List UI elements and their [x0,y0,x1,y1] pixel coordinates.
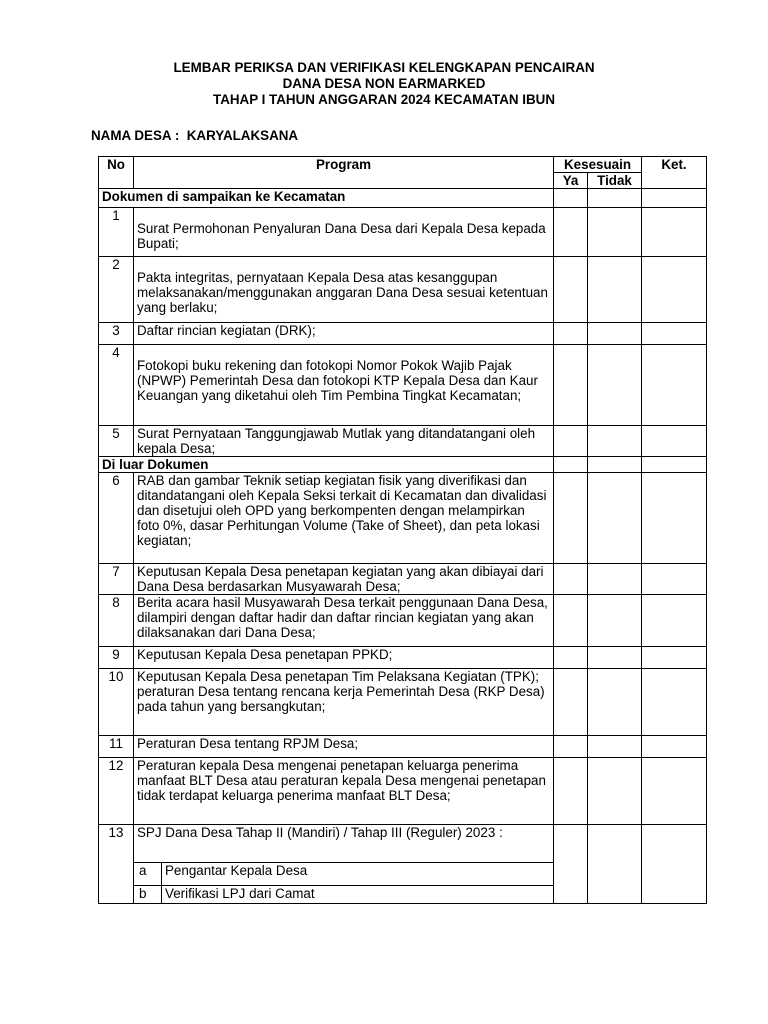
table-row [99,564,707,595]
row-program: Surat Pernyataan Tanggungjawab Mutlak yang ditandatangani oleh kepala Desa; [134,426,554,457]
header-ket: Ket. [642,157,707,189]
ket-cell[interactable] [642,345,707,426]
tidak-cell[interactable] [588,825,642,904]
row-program-line1: Keputusan Kepala Desa penetapan Tim Pelaksana Kegiatan (TPK); [137,669,539,684]
ya-cell[interactable] [554,736,588,758]
ya-cell[interactable] [554,473,588,564]
table-row [99,758,707,825]
tidak-cell[interactable] [588,323,642,345]
table-row [99,473,707,564]
ket-cell[interactable] [642,647,707,669]
ya-cell[interactable] [554,457,588,473]
row-no: 12 [99,758,134,825]
row-no: 2 [99,257,134,323]
header-program: Program [134,157,554,189]
table-row [99,647,707,669]
row-program: RAB dan gambar Teknik setiap kegiatan fisik yang diverifikasi dan ditandatangani oleh Kepala Seksi terkait di Kecamatan dan divalidasi dan disetujui oleh OPD yang berkompenten dengan melampirkan foto 0%, dasar Perhitungan Volume (Take of Sheet), dan peta lokasi kegiatan; [134,473,554,564]
ket-cell[interactable] [642,426,707,457]
table-row [99,323,707,345]
row-program: Daftar rincian kegiatan (DRK); [134,323,554,345]
ket-cell[interactable] [642,208,707,257]
table-row [99,595,707,647]
tidak-cell[interactable] [588,736,642,758]
title-line-3: TAHAP I TAHUN ANGGARAN 2024 KECAMATAN IBUN [213,92,555,107]
ket-cell[interactable] [642,564,707,595]
tidak-cell[interactable] [588,208,642,257]
row-program-line2: peraturan Desa tentang rencana kerja Pemerintah Desa (RKP Desa) pada tahun yang bersangkutan; [137,684,545,714]
ya-cell[interactable] [554,825,588,904]
row-no: 7 [99,564,134,595]
row-no: 1 [99,208,134,257]
tidak-cell[interactable] [588,647,642,669]
ket-cell[interactable] [642,473,707,564]
row-no: 5 [99,426,134,457]
row-program: Peraturan Desa tentang RPJM Desa; [134,736,554,758]
row-program: Fotokopi buku rekening dan fotokopi Nomor Pokok Wajib Pajak (NPWP) Pemerintah Desa dan fotokopi KTP Kepala Desa dan Kaur Keuangan yang diketahui oleh Tim Pembina Tingkat Kecamatan; [134,345,554,426]
ket-cell[interactable] [642,323,707,345]
tidak-cell[interactable] [588,257,642,323]
table-row [99,208,707,257]
ya-cell[interactable] [554,564,588,595]
ket-cell[interactable] [642,669,707,736]
sub-row-text: Pengantar Kepala Desa [162,863,554,886]
section-dokumen: Dokumen di sampaikan ke Kecamatan [99,189,554,208]
tidak-cell[interactable] [588,345,642,426]
ket-cell[interactable] [642,595,707,647]
header-kesesuaian: Kesesuain [554,157,642,173]
row-program: Keputusan Kepala Desa penetapan PPKD; [134,647,554,669]
row-no: 8 [99,595,134,647]
ket-cell[interactable] [642,758,707,825]
table-row [99,736,707,758]
row-no: 9 [99,647,134,669]
row-no: 3 [99,323,134,345]
row-no: 10 [99,669,134,736]
ket-cell[interactable] [642,825,707,904]
checklist-table [98,156,707,904]
row-program: Surat Permohonan Penyaluran Dana Desa dari Kepala Desa kepada Bupati; [134,208,554,257]
tidak-cell[interactable] [588,758,642,825]
ya-cell[interactable] [554,595,588,647]
row-no: 13 [99,825,134,904]
ya-cell[interactable] [554,257,588,323]
row-program: SPJ Dana Desa Tahap II (Mandiri) / Tahap III (Reguler) 2023 : [134,825,554,863]
ya-cell[interactable] [554,758,588,825]
ya-cell[interactable] [554,345,588,426]
row-no: 6 [99,473,134,564]
tidak-cell[interactable] [588,457,642,473]
tidak-cell[interactable] [588,473,642,564]
title-line-1: LEMBAR PERIKSA DAN VERIFIKASI KELENGKAPAN PENCAIRAN [173,60,595,75]
sub-row-letter: b [134,886,162,904]
row-program: Pakta integritas, pernyataan Kepala Desa atas kesanggupan melaksanakan/menggunakan anggaran Dana Desa sesuai ketentuan yang berlaku; [134,257,554,323]
row-program: Peraturan kepala Desa mengenai penetapan keluarga penerima manfaat BLT Desa atau peraturan kepala Desa mengenai penetapan tidak terdapat keluarga penerima manfaat BLT Desa; [134,758,554,825]
header-ya: Ya [554,173,588,189]
ya-cell[interactable] [554,208,588,257]
row-program: Berita acara hasil Musyawarah Desa terkait penggunaan Dana Desa, dilampiri dengan daftar hadir dan daftar rincian kegiatan yang akan dilaksanakan dari Dana Desa; [134,595,554,647]
tidak-cell[interactable] [588,669,642,736]
table-row [99,345,707,426]
row-no: 4 [99,345,134,426]
table-row [99,257,707,323]
table-row [99,669,707,736]
row-no: 11 [99,736,134,758]
ya-cell[interactable] [554,669,588,736]
tidak-cell[interactable] [588,426,642,457]
nama-desa-label: NAMA DESA : [91,128,180,143]
header-no: No [99,157,134,189]
ya-cell[interactable] [554,189,588,208]
ya-cell[interactable] [554,323,588,345]
ket-cell[interactable] [642,457,707,473]
ya-cell[interactable] [554,426,588,457]
document-title [0,60,768,108]
header-tidak: Tidak [588,173,642,189]
tidak-cell[interactable] [588,189,642,208]
nama-desa-value: KARYALAKSANA [186,128,299,143]
sub-row-letter: a [134,863,162,886]
ket-cell[interactable] [642,257,707,323]
title-line-2: DANA DESA NON EARMARKED [282,76,486,91]
ket-cell[interactable] [642,189,707,208]
table-row [99,426,707,457]
sub-row-text: Verifikasi LPJ dari Camat [162,886,554,904]
row-program: Keputusan Kepala Desa penetapan kegiatan yang akan dibiayai dari Dana Desa berdasarkan Musyawarah Desa; [134,564,554,595]
nama-desa [91,128,298,143]
section-luar-dokumen: Di luar Dokumen [99,457,554,473]
tidak-cell[interactable] [588,564,642,595]
ya-cell[interactable] [554,647,588,669]
ket-cell[interactable] [642,736,707,758]
tidak-cell[interactable] [588,595,642,647]
row-program [134,669,554,736]
table-row [99,825,707,863]
